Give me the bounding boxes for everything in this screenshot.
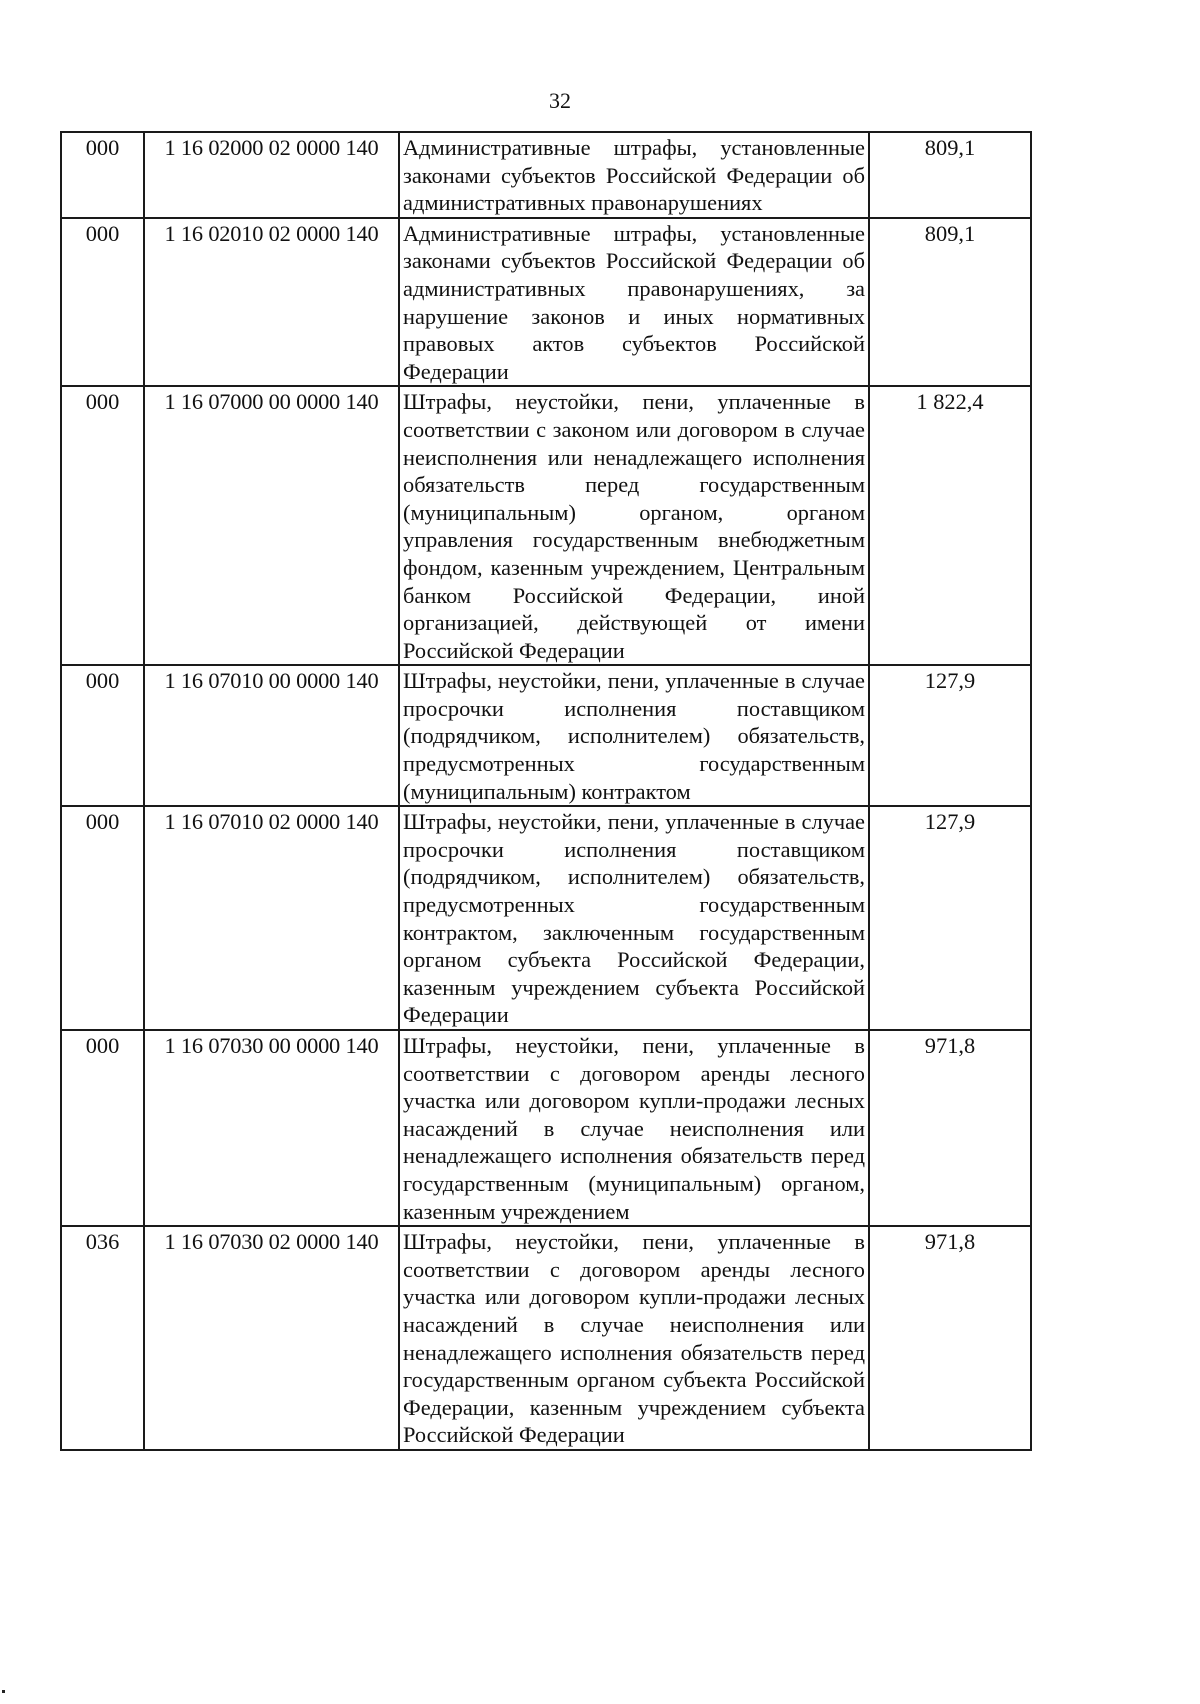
page-number: 32 — [549, 88, 571, 113]
table-row — [61, 1226, 1031, 1450]
amount-cell: 971,8 — [869, 1030, 1031, 1226]
budget-code-cell: 1 16 07010 02 0000 140 — [144, 806, 399, 1030]
amount-cell: 809,1 — [869, 132, 1031, 218]
budget-code-cell: 1 16 07000 00 0000 140 — [144, 386, 399, 665]
amount-cell: 1 822,4 — [869, 386, 1031, 665]
table-row — [61, 386, 1031, 665]
table-row — [61, 1030, 1031, 1226]
amount-cell: 127,9 — [869, 665, 1031, 806]
admin-code-cell: 000 — [61, 1030, 144, 1226]
budget-code-cell: 1 16 07030 00 0000 140 — [144, 1030, 399, 1226]
budget-code-cell: 1 16 02010 02 0000 140 — [144, 218, 399, 387]
table-body — [61, 132, 1031, 1450]
budget-code-cell: 1 16 07030 02 0000 140 — [144, 1226, 399, 1450]
budget-revenue-table — [60, 131, 1032, 1451]
revenue-name-cell: Штрафы, неустойки, пени, уплаченные в соответствии с договором аренды лесного участка или договором купли-продажи лесных насаждений в случае неисполнения или ненадлежащего исполнения обязательств перед государственным (муниципальным) органом, казенным учреждением — [399, 1030, 869, 1226]
budget-code-cell: 1 16 02000 02 0000 140 — [144, 132, 399, 218]
table-row — [61, 665, 1031, 806]
admin-code-cell: 000 — [61, 132, 144, 218]
admin-code-cell: 000 — [61, 386, 144, 665]
scan-speck — [2, 1690, 5, 1693]
budget-code-cell: 1 16 07010 00 0000 140 — [144, 665, 399, 806]
amount-cell: 127,9 — [869, 806, 1031, 1030]
admin-code-cell: 036 — [61, 1226, 144, 1450]
revenue-name-cell: Штрафы, неустойки, пени, уплаченные в соответствии с договором аренды лесного участка или договором купли-продажи лесных насаждений в случае неисполнения или ненадлежащего исполнения обязательств перед государственным органом субъекта Российской Федерации, казенным учреждением субъекта Российской Федерации — [399, 1226, 869, 1450]
admin-code-cell: 000 — [61, 665, 144, 806]
amount-cell: 809,1 — [869, 218, 1031, 387]
table-row — [61, 218, 1031, 387]
table-row — [61, 132, 1031, 218]
revenue-name-cell: Административные штрафы, установленные законами субъектов Российской Федерации об административных правонарушениях, за нарушение законов и иных нормативных правовых актов субъектов Российской Федерации — [399, 218, 869, 387]
revenue-name-cell: Штрафы, неустойки, пени, уплаченные в случае просрочки исполнения поставщиком (подрядчиком, исполнителем) обязательств, предусмотренных государственным контрактом, заключенным государственным органом субъекта Российской Федерации, казенным учреждением субъекта Российской Федерации — [399, 806, 869, 1030]
table-row — [61, 806, 1031, 1030]
revenue-name-cell: Административные штрафы, установленные законами субъектов Российской Федерации об административных правонарушениях — [399, 132, 869, 218]
admin-code-cell: 000 — [61, 218, 144, 387]
amount-cell: 971,8 — [869, 1226, 1031, 1450]
revenue-name-cell: Штрафы, неустойки, пени, уплаченные в соответствии с законом или договором в случае неисполнения или ненадлежащего исполнения обязательств перед государственным (муниципальным) органом, органом управления государственным внебюджетным фондом, казенным учреждением, Центральным банком Российской Федерации, иной организацией, действующей от имени Российской Федерации — [399, 386, 869, 665]
revenue-name-cell: Штрафы, неустойки, пени, уплаченные в случае просрочки исполнения поставщиком (подрядчиком, исполнителем) обязательств, предусмотренных государственным (муниципальным) контрактом — [399, 665, 869, 806]
admin-code-cell: 000 — [61, 806, 144, 1030]
